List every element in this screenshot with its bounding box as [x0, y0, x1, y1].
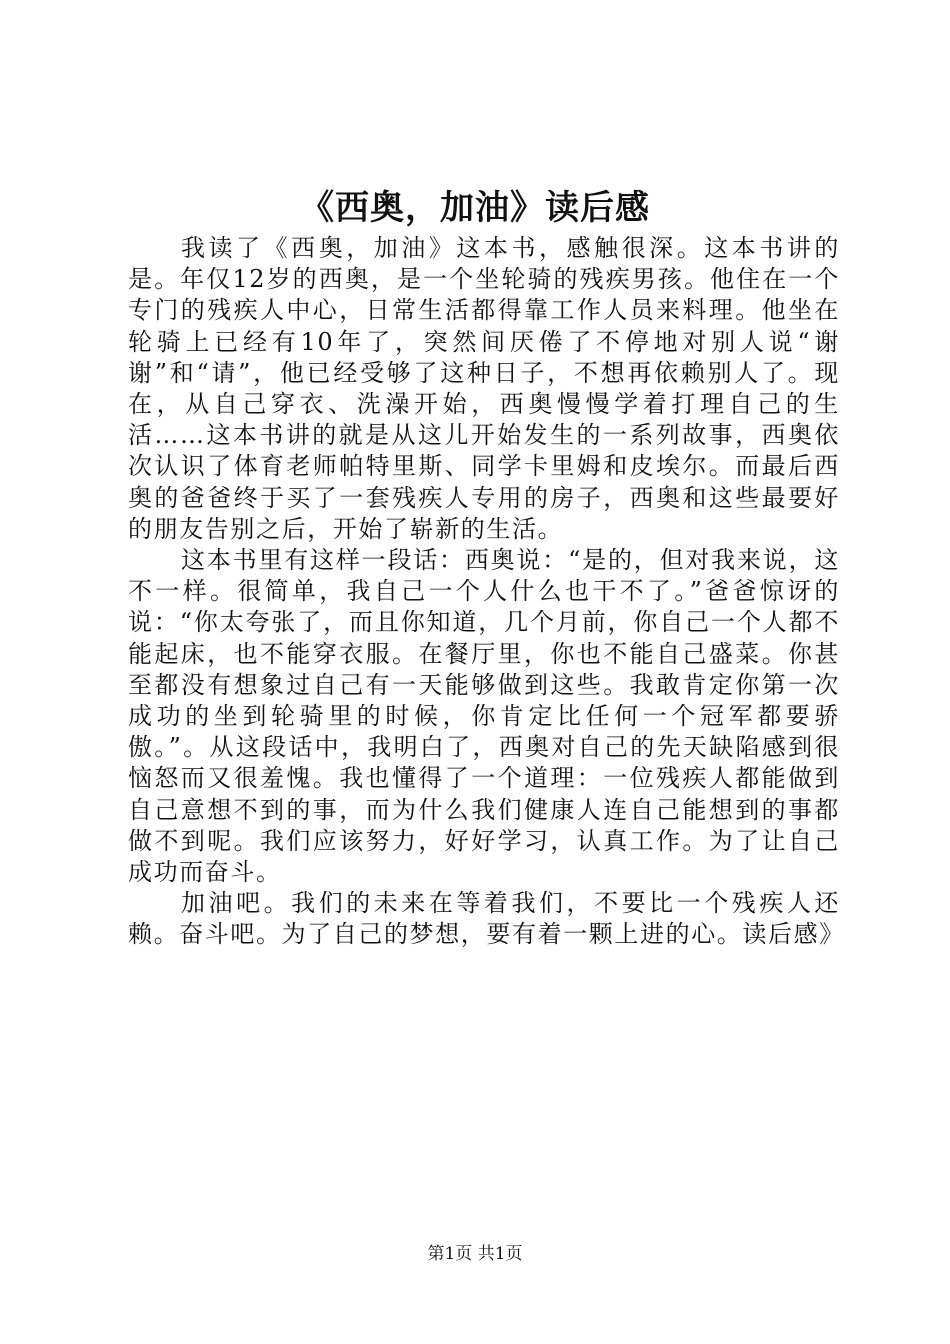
paragraph-2: 这本书里有这样一段话：西奥说：“是的，但对我来说，这不一样。很简单，我自己一个人什么也干不了。”爸爸惊讶的说：“你太夸张了，而且你知道，几个月前，你自己一个人都不能起床，也不能穿衣服。在餐厅里，你也不能自己盛菜。你甚至都没有想象过自己有一天能够做到这些。我敢肯定你第一次成功的坐到轮骑里的时候，你肯定比任何一个冠军都要骄傲。”。从这段话中，我明白了，西奥对自己的先天缺陷感到很恼怒而又很羞愧。我也懂得了一个道理：一位残疾人都能做到自己意想不到的事，而为什么我们健康人连自己能想到的事都做不到呢。我们应该努力，好好学习，认真工作。为了让自己成功而奋斗。: [128, 546, 840, 887]
paragraph-3: 加油吧。我们的未来在等着我们，不要比一个残疾人还赖。奋斗吧。为了自己的梦想，要有着一颗上进的心。读后感》: [128, 889, 845, 949]
document-title: 《西奥，加油》读后感: [300, 188, 650, 228]
page-footer: 第1页 共1页: [427, 1244, 523, 1264]
document-body: [128, 233, 845, 951]
paragraph-1: 我读了《西奥，加油》这本书，感触很深。这本书讲的是。年仅12岁的西奥，是一个坐轮骑的残疾男孩。他住在一个专门的残疾人中心，日常生活都得靠工作人员来料理。他坐在轮骑上已经有10年了，突然间厌倦了不停地对别人说“谢谢”和“请”，他已经受够了这种日子，不想再依赖别人了。现在，从自己穿衣、洗澡开始，西奥慢慢学着打理自己的生活……这本书讲的就是从这儿开始发生的一系列故事，西奥依次认识了体育老师帕特里斯、同学卡里姆和皮埃尔。而最后西奥的爸爸终于买了一套残疾人专用的房子，西奥和这些最要好的朋友告别之后，开始了崭新的生活。: [128, 234, 840, 543]
